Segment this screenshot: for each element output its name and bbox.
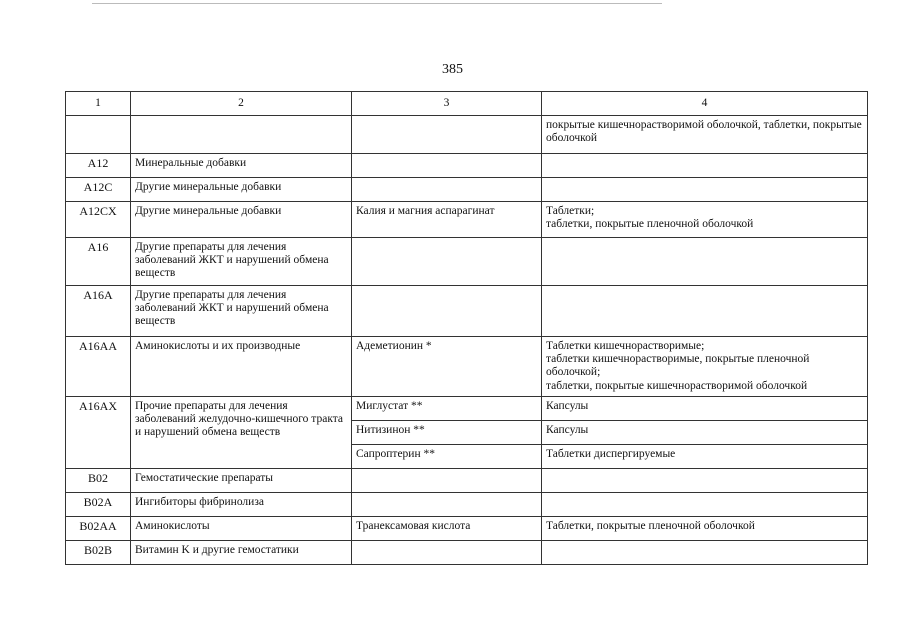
header-col-3: 3: [352, 92, 542, 116]
table-row: [66, 238, 868, 286]
name-cell: Другие препараты для лечения заболеваний ЖКТ и нарушений обмена веществ: [131, 238, 352, 286]
table-body: [66, 116, 868, 565]
drug-cell: Сапроптерин **: [352, 445, 542, 469]
form-cell: [542, 238, 868, 286]
form-cell: [542, 469, 868, 493]
code-cell: A16A: [66, 286, 131, 337]
form-cell: Таблетки кишечнорастворимые; таблетки кишечнорастворимые, покрытые пленочной оболочкой; таблетки, покрытые кишечнорастворимой оболочкой: [542, 337, 868, 397]
name-cell: Ингибиторы фибринолиза: [131, 493, 352, 517]
name-cell: Другие минеральные добавки: [131, 202, 352, 238]
form-cell: [542, 178, 868, 202]
table-row: [66, 517, 868, 541]
name-cell: Гемостатические препараты: [131, 469, 352, 493]
continuation-row: [66, 116, 868, 154]
name-cell: [131, 116, 352, 154]
code-cell: A16AA: [66, 337, 131, 397]
drug-cell: [352, 469, 542, 493]
name-cell: Аминокислоты: [131, 517, 352, 541]
form-cell: Капсулы: [542, 397, 868, 421]
table-row: [66, 202, 868, 238]
drug-cell: [352, 286, 542, 337]
drug-cell: Калия и магния аспарагинат: [352, 202, 542, 238]
form-cell: [542, 541, 868, 565]
form-cell: [542, 154, 868, 178]
drug-cell: [352, 541, 542, 565]
drug-cell: [352, 178, 542, 202]
table-row: [66, 154, 868, 178]
form-cell: [542, 286, 868, 337]
form-cell: Капсулы: [542, 421, 868, 445]
header-row: [66, 92, 868, 116]
name-cell: Прочие препараты для лечения заболеваний желудочно-кишечного тракта и нарушений обмена веществ: [131, 397, 352, 469]
code-cell: A12CX: [66, 202, 131, 238]
name-cell: Аминокислоты и их производные: [131, 337, 352, 397]
drug-cell: [352, 238, 542, 286]
drug-cell: [352, 493, 542, 517]
scan-edge-line: [92, 3, 662, 4]
header-col-2: 2: [131, 92, 352, 116]
header-col-4: 4: [542, 92, 868, 116]
page-number: 385: [442, 62, 463, 77]
table-row: [66, 397, 868, 421]
code-cell: A12: [66, 154, 131, 178]
form-cell: [542, 493, 868, 517]
code-cell: A12C: [66, 178, 131, 202]
form-cell: Таблетки диспергируемые: [542, 445, 868, 469]
form-cell: покрытые кишечнорастворимой оболочкой, таблетки, покрытые оболочкой: [542, 116, 868, 154]
header-col-1: 1: [66, 92, 131, 116]
table-row: [66, 286, 868, 337]
code-cell: [66, 116, 131, 154]
drug-cell: Транексамовая кислота: [352, 517, 542, 541]
drug-table: [65, 91, 868, 565]
code-cell: A16: [66, 238, 131, 286]
table-row: [66, 337, 868, 397]
table-row: [66, 178, 868, 202]
table-row: [66, 469, 868, 493]
table-row: [66, 493, 868, 517]
code-cell: B02B: [66, 541, 131, 565]
form-cell: Таблетки; таблетки, покрытые пленочной оболочкой: [542, 202, 868, 238]
name-cell: Минеральные добавки: [131, 154, 352, 178]
code-cell: B02A: [66, 493, 131, 517]
form-cell: Таблетки, покрытые пленочной оболочкой: [542, 517, 868, 541]
drug-cell: Адеметионин *: [352, 337, 542, 397]
drug-cell: [352, 154, 542, 178]
drug-cell: [352, 116, 542, 154]
code-cell: B02AA: [66, 517, 131, 541]
drug-cell: Миглустат **: [352, 397, 542, 421]
name-cell: Другие препараты для лечения заболеваний ЖКТ и нарушений обмена веществ: [131, 286, 352, 337]
drug-cell: Нитизинон **: [352, 421, 542, 445]
name-cell: Витамин K и другие гемостатики: [131, 541, 352, 565]
code-cell: A16AX: [66, 397, 131, 469]
name-cell: Другие минеральные добавки: [131, 178, 352, 202]
code-cell: B02: [66, 469, 131, 493]
table-row: [66, 541, 868, 565]
